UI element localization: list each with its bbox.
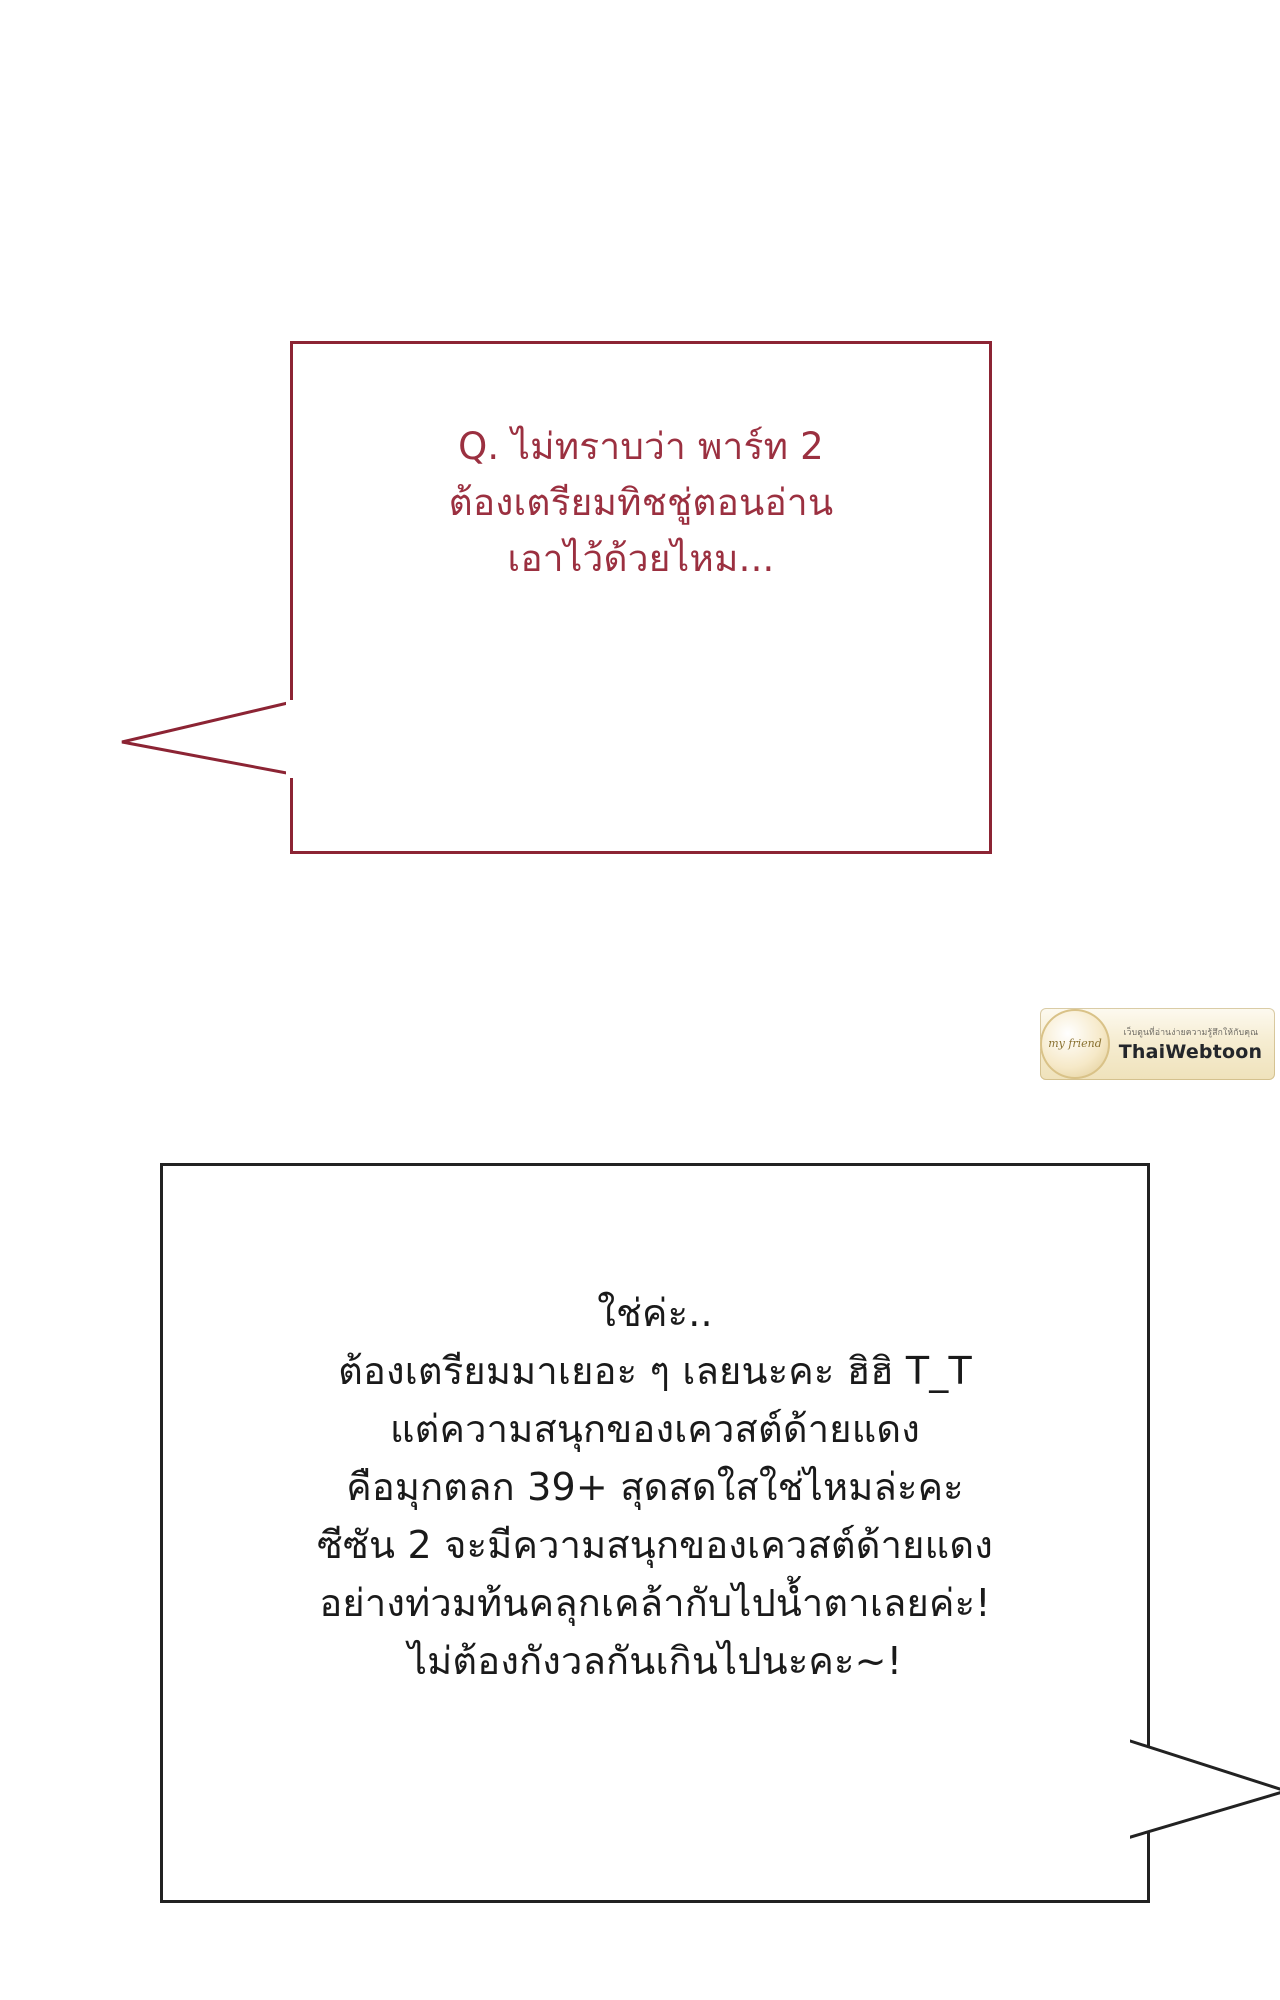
answer-bubble-tail [1120, 1735, 1280, 1845]
watermark-badge-icon: my friend [1040, 1009, 1110, 1079]
question-bubble-tail [118, 700, 298, 780]
watermark [1040, 1008, 1275, 1080]
watermark-site-name: ThaiWebtoon [1118, 1041, 1263, 1063]
answer-speech-bubble [160, 1163, 1150, 1903]
answer-text: ใช่ค่ะ.. ต้องเตรียมมาเยอะ ๆ เลยนะคะ ฮิฮิ T_T แต่ความสนุกของเควสต์ด้ายแดง คือมุกตลก 39+ สุดสดใสใช่ไหมล่ะคะ ซีซัน 2 จะมีความสนุกของเควสต์ด้ายแดง อย่างท่วมท้นคลุกเคล้ากับไปน้ำตาเลยค่ะ! ไม่ต้องกังวลกันเกินไปนะคะ~! [317, 1291, 993, 1683]
question-speech-bubble [290, 341, 992, 854]
watermark-text-group [1110, 1021, 1275, 1067]
watermark-tagline: เว็บตูนที่อ่านง่ายความรู้สึกให้กับคุณ [1123, 1028, 1258, 1038]
question-text: Q. ไม่ทราบว่า พาร์ท 2 ต้องเตรียมทิชชู่ตอนอ่าน เอาไว้ด้วยไหม... [448, 425, 834, 580]
